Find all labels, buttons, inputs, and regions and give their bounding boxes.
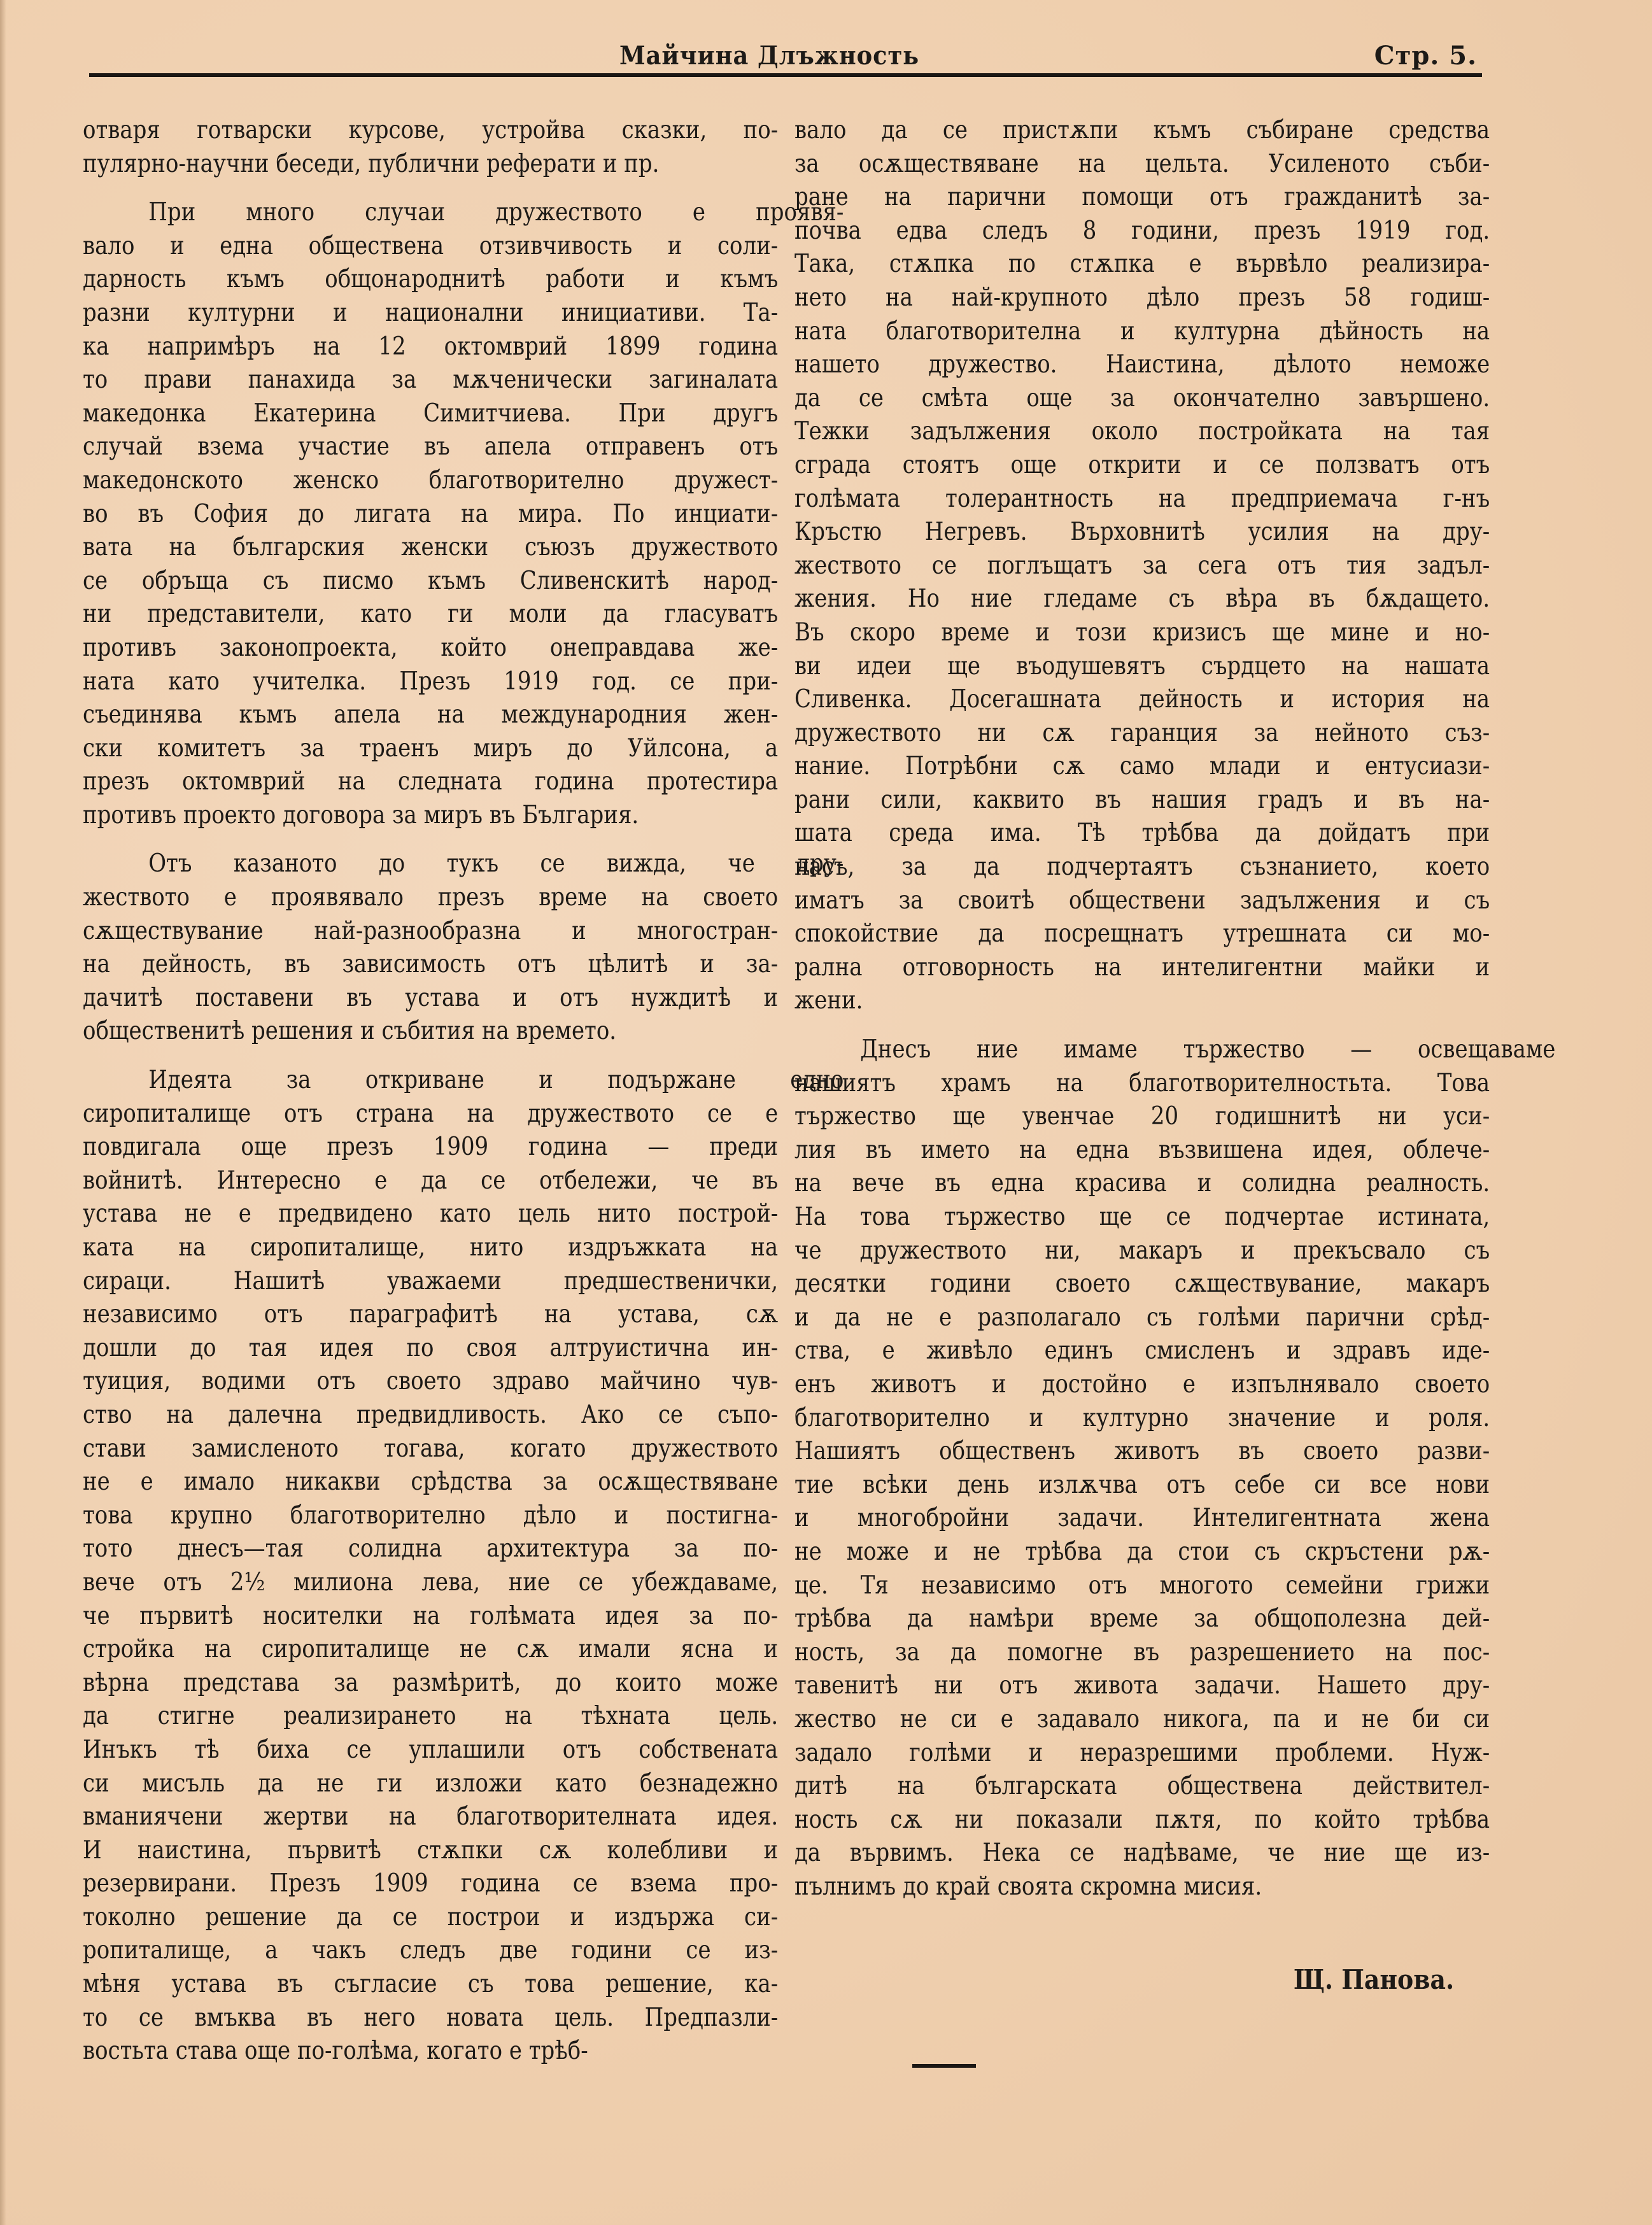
- text-line: И наистина, първитѣ стѫпки сѫ колебливи и: [83, 1835, 779, 1865]
- text-line: то се вмъква въ него новата цель. Предпазли-: [83, 2002, 779, 2032]
- text-line: Кръстю Негревъ. Върховнитѣ усилия на дру-: [794, 517, 1490, 547]
- text-line: Така, стѫпка по стѫпка е вървѣло реализира-: [794, 249, 1490, 279]
- text-line: противъ законопроекта, който онеправдава же-: [83, 632, 779, 662]
- text-line: дошли до тая идея по своя алтруистична ин-: [83, 1332, 779, 1362]
- text-line: ката на сиропиталище, нито издръжката на: [83, 1233, 779, 1262]
- paragraph: [83, 195, 844, 831]
- text-line: тържество ще увенчае 20 годишнитѣ ни уси-: [794, 1101, 1490, 1131]
- text-line: дарность къмъ общонароднитѣ работи и къмъ: [83, 264, 779, 294]
- text-line: задало голѣми и неразрешими проблеми. Нуж-: [794, 1737, 1490, 1767]
- right-column: [794, 113, 1556, 1903]
- text-line: пълнимъ до край своята скромна мисия.: [794, 1871, 1262, 1901]
- text-line: презъ октомврий на следната година протестира: [83, 766, 779, 796]
- text-line: десятки години своето сѫществувание, макаръ: [794, 1269, 1490, 1299]
- text-line: да се смѣта още за окончателно завършено.: [794, 383, 1490, 413]
- text-line: вало и една обществена отзивчивость и соли-: [83, 230, 779, 260]
- text-line: македонка Екатерина Симитчиева. При другъ: [83, 398, 779, 428]
- text-line: вѣрна представа за размѣритѣ, до които може: [83, 1667, 779, 1697]
- text-line: Идеята за откриване и подържане едно: [148, 1065, 844, 1095]
- text-line: стройка на сиропиталище не сѫ имали ясна и: [83, 1634, 779, 1664]
- end-rule: [912, 2064, 976, 2068]
- paragraph: [83, 113, 778, 180]
- text-line: рална отговорность на интелигентни майки и: [794, 952, 1490, 982]
- text-line: повдигала още презъ 1909 година — преди: [83, 1132, 779, 1162]
- text-line: резервирани. Презъ 1909 година се взема про-: [83, 1868, 779, 1898]
- text-line: съединява къмъ апела на международния жен-: [83, 700, 779, 730]
- text-line: сграда стоятъ още открити и се ползватъ отъ: [794, 449, 1490, 479]
- text-line: не може и не трѣбва да стои съ скръстени рѫ-: [794, 1536, 1490, 1566]
- text-line: че първитѣ носителки на голѣмата идея за по-: [83, 1600, 779, 1630]
- text-line: то прави панахида за мѫченически загиналата: [83, 365, 779, 395]
- text-line: на дейность, въ зависимость отъ цѣлитѣ и за-: [83, 949, 779, 979]
- text-line: ната като учителка. Презъ 1919 год. се при-: [83, 666, 779, 696]
- text-line: случай взема участие въ апела отправенъ отъ: [83, 432, 779, 462]
- text-line: дитѣ на българската обществена действител-: [794, 1771, 1490, 1801]
- text-line: противъ проекто договора за миръ въ България.: [83, 800, 639, 830]
- text-line: нание. Потрѣбни сѫ само млади и ентусиази-: [794, 751, 1490, 781]
- text-line: ната благотворителна и културна дѣйность на: [794, 316, 1490, 346]
- text-line: за осѫществяване на цельта. Усиленото съби-: [794, 148, 1490, 178]
- text-line: ность сѫ ни показали пѫтя, по който трѣбва: [794, 1804, 1490, 1834]
- text-line: и да не е разполагало съ голѣми парични срѣд-: [794, 1302, 1490, 1332]
- text-line: вата на българския женски съюзъ дружеството: [83, 532, 779, 562]
- text-line: мѣня устава въ съгласие съ това решение, ка-: [83, 1969, 779, 1999]
- text-line: сиропиталище отъ страна на дружеството се е: [83, 1098, 779, 1128]
- text-line: жеството е проявявало презъ време на своето: [83, 882, 779, 912]
- text-line: македонското женско благотворително дружест-: [83, 465, 779, 495]
- text-line: вало да се пристѫпи къмъ събиране средства: [794, 115, 1490, 145]
- text-line: ства, е живѣло единъ смисленъ и здравъ иде-: [794, 1336, 1490, 1366]
- text-line: да вървимъ. Нека се надѣваме, че ние ще из-: [794, 1838, 1490, 1868]
- text-line: жеството се поглъщатъ за сега отъ тия задъл-: [794, 550, 1490, 580]
- text-line: це. Тя независимо отъ многото семейни грижи: [794, 1570, 1490, 1600]
- paragraph: [83, 1063, 844, 2068]
- text-line: ни представители, като ги моли да гласуватъ: [83, 599, 779, 629]
- header-rule: [89, 73, 1482, 77]
- text-line: отваря готварски курсове, устройва сказки, по-: [83, 115, 779, 145]
- paragraph: [794, 113, 1490, 1017]
- text-line: тавенитѣ ни отъ живота задачи. Нашето дру-: [794, 1671, 1490, 1700]
- text-line: нашето дружество. Наистина, дѣлото неможе: [794, 350, 1490, 379]
- text-line: туиция, водими отъ своето здраво майчино чув-: [83, 1366, 779, 1396]
- text-line: и многобройни задачи. Интелигентната жена: [794, 1503, 1490, 1533]
- text-line: нето на най-крупното дѣло презъ 58 годиш-: [794, 282, 1490, 312]
- page-number: Стр. 5.: [1374, 41, 1477, 71]
- text-line: не е имало никакви срѣдства за осѫществяване: [83, 1467, 779, 1497]
- text-line: голѣмата толерантность на предприемача г-нъ: [794, 483, 1490, 513]
- text-line: пулярно-научни беседи, публични реферати и пр.: [83, 148, 660, 178]
- text-line: общественитѣ решения и събития на времето.: [83, 1016, 617, 1046]
- text-line: благотворително и културно значение и роля.: [794, 1402, 1490, 1432]
- text-line: ство на далечна предвидливость. Ако се съпо-: [83, 1399, 779, 1429]
- author-signature: Щ. Панова.: [1294, 1964, 1455, 1995]
- text-line: жения. Но ние гледаме съ вѣра въ бѫдащето.: [794, 584, 1490, 614]
- text-line: лия въ името на една възвишена идея, облече-: [794, 1134, 1490, 1164]
- text-line: ка напримѣръ на 12 октомврий 1899 година: [83, 331, 779, 361]
- publication-title: Майчина Длъжность: [619, 41, 920, 71]
- text-line: шата среда има. Тѣ трѣбва да дойдатъ при: [794, 818, 1490, 848]
- text-line: вманиячени жертви на благотворителната идея.: [83, 1802, 779, 1832]
- text-line: иматъ за своитѣ обществени задължения и съ: [794, 885, 1490, 915]
- text-line: Въ скоро време и този кризисъ ще мине и но-: [794, 617, 1490, 647]
- text-line: вече отъ 2½ милиона лева, ние се убеждаваме,: [83, 1567, 779, 1597]
- page-edge-shadow: [0, 0, 6, 2225]
- text-line: жество не си е задавало никога, па и не би си: [794, 1704, 1490, 1734]
- text-line: независимо отъ параграфитѣ на устава, сѫ: [83, 1299, 779, 1329]
- text-line: Нашиятъ общественъ животъ въ своето разви-: [794, 1436, 1490, 1466]
- text-line: на вече въ една красива и солидна реалность.: [794, 1168, 1490, 1198]
- text-line: Днесъ ние имаме тържество — освещаваме: [860, 1035, 1556, 1064]
- text-line: При много случаи дружеството е проявя-: [148, 197, 844, 227]
- text-line: токолно решение да се построи и издържа си-: [83, 1902, 779, 1932]
- text-line: Отъ казаното до тукъ се вижда, че дру-: [148, 849, 844, 879]
- text-line: се обръща съ писмо къмъ Сливенскитѣ народ-: [83, 565, 779, 595]
- text-line: востьта става още по-голѣма, когато е трѣб-: [83, 2036, 588, 2066]
- text-line: ви идеи ще въодушевятъ сърдцето на нашата: [794, 651, 1490, 681]
- text-line: тото днесъ—тая солидна архитектура за по-: [83, 1534, 779, 1564]
- text-line: стави замисленото тогава, когато дружеството: [83, 1433, 779, 1463]
- text-line: почва едва следъ 8 години, презъ 1919 год.: [794, 215, 1490, 245]
- text-line: енъ животъ и достойно е изпълнявало своето: [794, 1369, 1490, 1399]
- text-line: рани сили, каквито въ нашия градъ и въ на-: [794, 784, 1490, 814]
- text-line: насъ, за да подчертаятъ съзнанието, което: [794, 852, 1490, 882]
- text-line: жени.: [794, 985, 863, 1015]
- text-line: во въ София до лигата на мира. По инциати-: [83, 498, 779, 528]
- text-line: дружеството ни сѫ гаранция за нейното съз-: [794, 717, 1490, 747]
- text-line: ропиталище, а чакъ следъ две години се из-: [83, 1935, 779, 1965]
- text-line: това крупно благотворително дѣло и постигна-: [83, 1500, 779, 1530]
- text-line: нашиятъ храмъ на благотворителностьта. Това: [794, 1068, 1490, 1098]
- text-line: устава не е предвидено като цель нито построй-: [83, 1199, 779, 1229]
- text-line: ране на парични помощи отъ гражданитѣ за-: [794, 182, 1490, 212]
- text-line: войнитѣ. Интересно е да се отбележи, че въ: [83, 1165, 779, 1195]
- text-line: Тежки задължения около постройката на тая: [794, 416, 1490, 446]
- text-line: разни културни и национални инициативи. Та-: [83, 297, 779, 327]
- text-line: спокойствие да посрещнатъ утрешната си мо-: [794, 919, 1490, 949]
- text-line: Инъкъ тѣ биха се уплашили отъ собствената: [83, 1734, 779, 1764]
- text-line: че дружеството ни, макаръ и прекъсвало съ: [794, 1235, 1490, 1265]
- text-line: На това тържество ще се подчертае истината,: [794, 1202, 1490, 1231]
- text-line: сираци. Нашитѣ уважаеми предшественички,: [83, 1266, 779, 1296]
- text-line: да стигне реализирането на тѣхната цель.: [83, 1701, 779, 1731]
- text-line: сѫществувание най-разнообразна и многостран-: [83, 915, 779, 945]
- text-line: ность, за да помогне въ разрешението на пос-: [794, 1637, 1490, 1667]
- text-line: дачитѣ поставени въ устава и отъ нуждитѣ и: [83, 982, 779, 1012]
- text-line: трѣбва да намѣри време за общополезна дей-: [794, 1604, 1490, 1634]
- text-line: тие всѣки день излѫчва отъ себе си все нови: [794, 1469, 1490, 1499]
- text-line: ски комитетъ за траенъ миръ до Уйлсона, а: [83, 733, 779, 763]
- text-line: Сливенка. Досегашната дейность и история на: [794, 684, 1490, 714]
- paragraph: [794, 1033, 1556, 1903]
- text-line: си мисъль да не ги изложи като безнадежно: [83, 1768, 779, 1798]
